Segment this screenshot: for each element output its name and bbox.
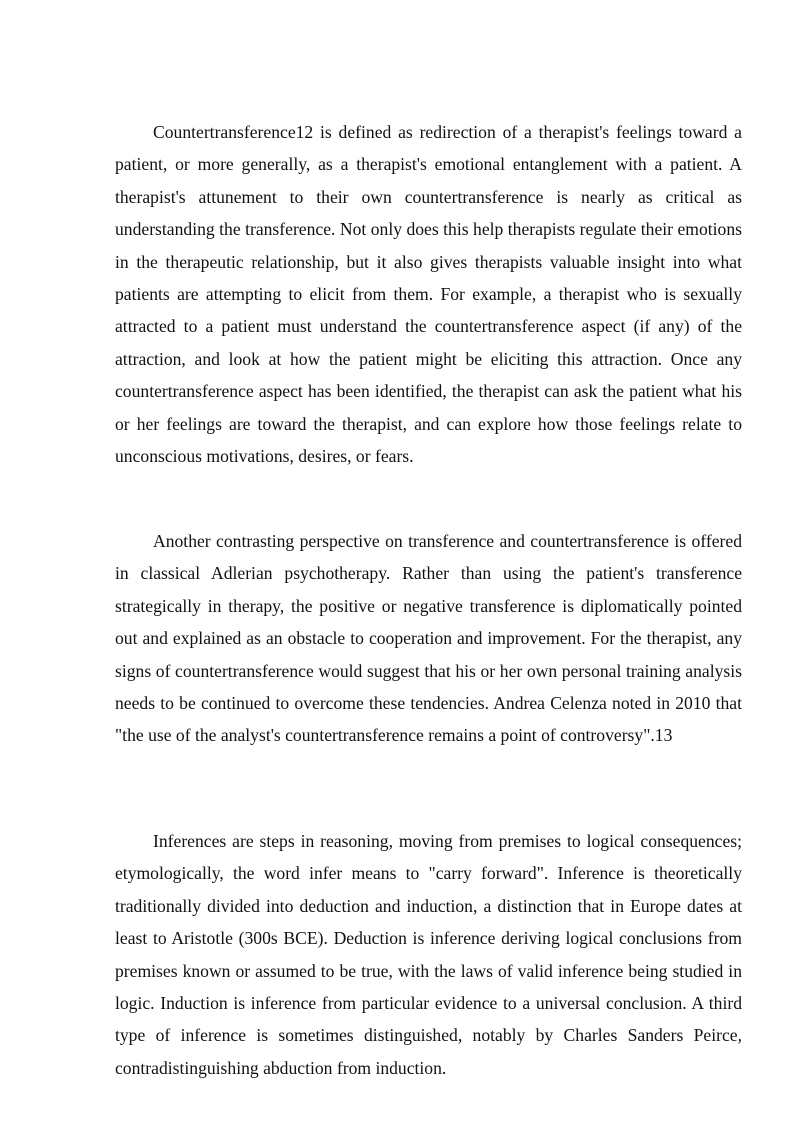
paragraph-countertransference-definition: Countertransference12 is defined as redirection of a therapist's feelings toward a patient, or more generally, as a therapist's emotional entanglement with a patient. A therapist's attunement to their own countertransference is nearly as critical as understanding the transference. Not only does this help therapists regulate their emotions in the therapeutic relationship, but it also gives therapists valuable insight into what patients are attempting to elicit from them. For example, a therapist who is sexually attracted to a patient must understand the countertransference aspect (if any) of the attraction, and look at how the patient might be eliciting this attraction. Once any countertransference aspect has been identified, the therapist can ask the patient what his or her feelings are toward the therapist, and can explore how those feelings relate to unconscious motivations, desires, or fears. xyxy=(115,122,742,467)
paragraph-adlerian-perspective: Another contrasting perspective on transference and countertransference is offered in classical Adlerian psychotherapy. Rather than using the patient's transference strategically in therapy, the positive or negative transference is diplomatically pointed out and explained as an obstacle to cooperation and improvement. For the therapist, any signs of countertransference would suggest that his or her own personal training analysis needs to be continued to overcome these tendencies. Andrea Celenza noted in 2010 that "the use of the analyst's countertransference remains a point of controversy".13 xyxy=(115,531,742,746)
paragraph-inferences: Inferences are steps in reasoning, moving from premises to logical consequences; etymologically, the word infer means to "carry forward". Inference is theoretically traditionally divided into deduction and induction, a distinction that in Europe dates at least to Aristotle (300s BCE). Deduction is inference deriving logical conclusions from premises known or assumed to be true, with the laws of valid inference being studied in logic. Induction is inference from particular evidence to a universal conclusion. A third type of inference is sometimes distinguished, notably by Charles Sanders Peirce, contradistinguishing abduction from induction. xyxy=(115,831,742,1078)
